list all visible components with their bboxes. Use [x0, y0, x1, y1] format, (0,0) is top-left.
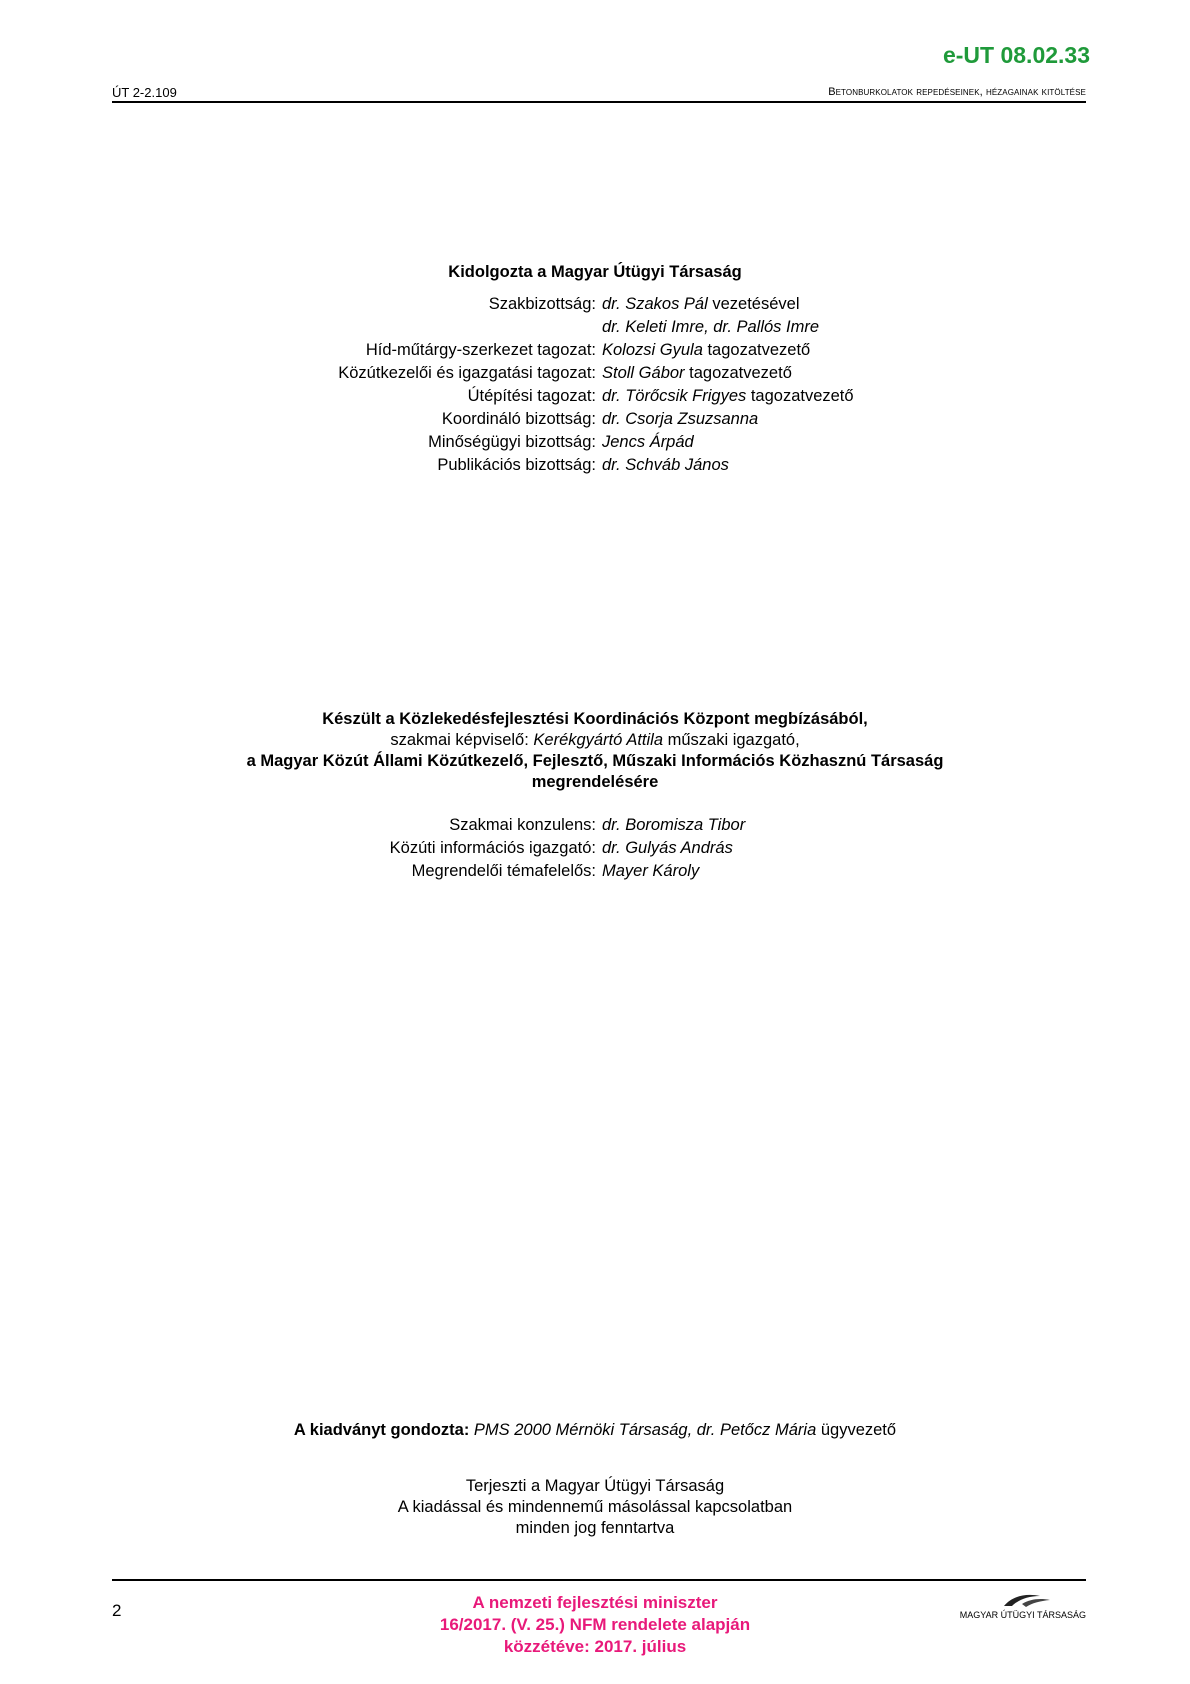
credit-row [0, 816, 1190, 839]
document-title: Betonburkolatok repedéseinek, hézagainak kitöltése [828, 86, 1086, 98]
legal-line: 16/2017. (V. 25.) NFM rendelete alapján [439, 1615, 751, 1634]
credit-label: Szakbizottság: [488, 295, 596, 313]
credit-suffix: tagozatvezető [746, 387, 854, 405]
header-rule [112, 101, 1086, 103]
credit-label: Minőségügyi bizottság: [428, 433, 596, 451]
distribution-line: A kiadással és mindennemű másolással kapcsolatban [397, 1498, 793, 1516]
credit-value [602, 341, 810, 360]
society-logo [926, 1590, 1086, 1620]
credit-label: Publikációs bizottság: [437, 456, 596, 474]
credit-name: dr. Csorja Zsuzsanna [602, 410, 759, 428]
credit-label: Megrendelői témafelelős: [411, 862, 596, 880]
legal-line: A nemzeti fejlesztési miniszter [472, 1593, 718, 1612]
credit-name: dr. Keleti Imre, dr. Pallós Imre [602, 318, 820, 336]
credit-suffix: tagozatvezető [702, 341, 811, 359]
developed-credits [0, 295, 1190, 479]
credit-name: Stoll Gábor [602, 364, 685, 382]
credit-value [602, 410, 758, 429]
commission-prefix: szakmai képviselő: [390, 731, 534, 749]
credit-row [0, 318, 1190, 341]
credit-suffix: tagozatvezető [684, 364, 792, 382]
commission-suffix: műszaki igazgató, [663, 731, 800, 749]
commission-line-2 [0, 730, 1190, 751]
credit-row [0, 364, 1190, 387]
legal-line: közzétéve: 2017. július [503, 1637, 687, 1656]
credit-value [602, 295, 800, 314]
credit-name: Mayer Károly [602, 862, 700, 880]
credit-value [602, 318, 819, 337]
commission-representative: Kerékgyártó Attila [533, 731, 664, 749]
commission-line-1: Készült a Közlekedésfejlesztési Koordinációs Központ megbízásából, [322, 710, 868, 728]
credit-row [0, 341, 1190, 364]
credit-label: Koordináló bizottság: [441, 410, 596, 428]
developed-heading: Kidolgozta a Magyar Útügyi Társaság [448, 263, 742, 281]
credit-label: Közúti információs igazgató: [389, 839, 596, 857]
credit-value [602, 364, 792, 383]
credit-label: Híd-műtárgy-szerkezet tagozat: [365, 341, 596, 359]
distribution-line: Terjeszti a Magyar Útügyi Társaság [465, 1477, 725, 1495]
credit-row [0, 410, 1190, 433]
distribution-block [0, 1476, 1190, 1539]
editor-name: PMS 2000 Mérnöki Társaság, dr. Petőcz Mária [469, 1421, 817, 1439]
credit-name: dr. Gulyás András [602, 839, 733, 857]
credit-suffix: vezetésével [707, 295, 800, 313]
credit-row [0, 387, 1190, 410]
credit-value [602, 433, 694, 452]
editor-label: A kiadványt gondozta: [293, 1421, 470, 1439]
credit-name: dr. Schváb János [602, 456, 729, 474]
credit-name: dr. Törőcsik Frigyes [602, 387, 747, 405]
credit-row [0, 862, 1190, 885]
footer-rule [112, 1579, 1086, 1581]
credit-label: Szakmai konzulens: [449, 816, 596, 834]
editor-suffix: ügyvezető [816, 1421, 897, 1439]
credit-row [0, 295, 1190, 318]
credit-value [602, 387, 854, 406]
credit-name: dr. Szakos Pál [602, 295, 708, 313]
commission-block [0, 709, 1190, 793]
credit-row [0, 433, 1190, 456]
document-code: e-UT 08.02.33 [942, 42, 1090, 68]
commission-credits [0, 816, 1190, 885]
commission-line-3: a Magyar Közút Állami Közútkezelő, Fejlesztő, Műszaki Információs Közhasznú Társaság [246, 752, 944, 770]
credit-name: Jencs Árpád [602, 433, 694, 451]
logo-text: MAGYAR ÚTÜGYI TÁRSASÁG [959, 1610, 1086, 1620]
distribution-line: minden jog fenntartva [515, 1519, 675, 1537]
credit-label: Útépítési tagozat: [467, 387, 596, 405]
document-number: ÚT 2-2.109 [112, 85, 177, 100]
page-number: 2 [112, 1601, 122, 1620]
credit-value [602, 456, 729, 475]
credit-name: Kolozsi Gyula [602, 341, 703, 359]
credit-row [0, 839, 1190, 862]
editor-line [0, 1420, 1190, 1441]
commission-line-4: megrendelésére [531, 773, 659, 791]
credit-label: Közútkezelői és igazgatási tagozat: [338, 364, 596, 382]
credit-row [0, 456, 1190, 479]
credit-name: dr. Boromisza Tibor [602, 816, 746, 834]
